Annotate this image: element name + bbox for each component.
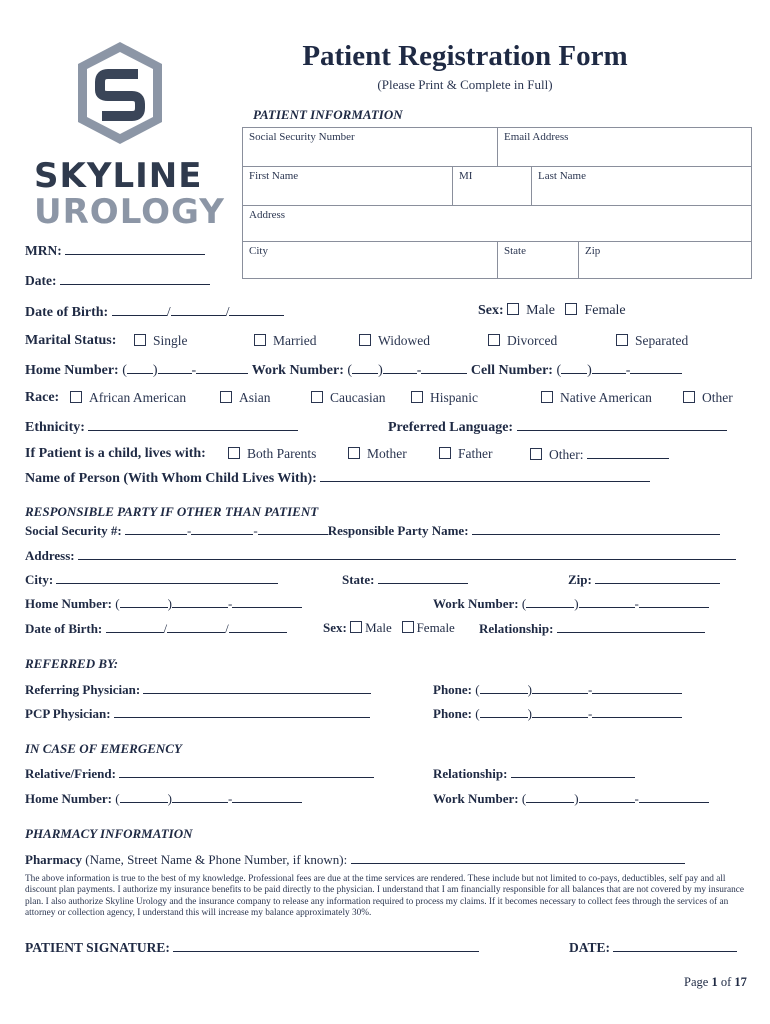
state-field[interactable]: State [497, 241, 579, 279]
form-title: Patient Registration Form [302, 40, 628, 72]
resp-male-checkbox[interactable] [350, 621, 362, 633]
resp-ssn-row[interactable]: Social Security #: - - Responsible Party Name: [25, 522, 720, 539]
resp-home-row[interactable]: Home Number: ( ) - [25, 595, 302, 612]
patient-info-heading: PATIENT INFORMATION [253, 107, 403, 122]
race-caucasian[interactable]: Caucasian [311, 390, 385, 406]
pcp-row[interactable]: PCP Physician: [25, 705, 370, 722]
referring-row[interactable]: Referring Physician: [25, 681, 371, 698]
child-father[interactable]: Father [439, 446, 493, 462]
ssn-field[interactable]: Social Security Number [242, 127, 498, 167]
marital-divorced[interactable]: Divorced [488, 333, 557, 349]
city-field[interactable]: City [242, 241, 498, 279]
race-native-american[interactable]: Native American [541, 390, 652, 406]
first-name-field[interactable]: First Name [242, 166, 453, 206]
resp-city-row[interactable]: City: [25, 571, 278, 588]
form-subtitle: (Please Print & Complete in Full) [377, 77, 553, 92]
race-other[interactable]: Other [683, 390, 733, 406]
resp-sex-row[interactable]: Sex: Male Female [323, 620, 455, 635]
resp-relationship-row[interactable]: Relationship: [479, 620, 705, 637]
ethnicity-row[interactable]: Ethnicity: [25, 418, 298, 436]
phone-row[interactable]: Home Number: ( ) - Work Number: ( ) - Cell Number: ( ) - [25, 361, 682, 379]
emergency-work-row[interactable]: Work Number: ( ) - [433, 790, 709, 807]
child-person-row[interactable]: Name of Person (With Whom Child Lives With): [25, 469, 650, 487]
resp-address-row[interactable]: Address: [25, 547, 736, 564]
race-asian[interactable]: Asian [220, 390, 271, 406]
marital-widowed[interactable]: Widowed [359, 333, 430, 349]
language-row[interactable]: Preferred Language: [388, 418, 727, 436]
relative-row[interactable]: Relative/Friend: [25, 765, 374, 782]
resp-dob-row[interactable]: Date of Birth: / / [25, 620, 287, 637]
marital-label: Marital Status: [25, 333, 117, 348]
emergency-heading: IN CASE OF EMERGENCY [25, 741, 182, 756]
dob-row[interactable]: Date of Birth: / / [25, 303, 284, 321]
male-checkbox[interactable] [507, 303, 519, 315]
resp-female-checkbox[interactable] [402, 621, 414, 633]
child-label: If Patient is a child, lives with: [25, 446, 206, 461]
page-number: Page 1 of 17 [684, 975, 747, 989]
race-label: Race: [25, 390, 60, 405]
date-row[interactable]: Date: [25, 272, 210, 289]
referring-phone-row[interactable]: Phone: ( ) - [433, 681, 682, 698]
responsible-heading: RESPONSIBLE PARTY IF OTHER THAN PATIENT [25, 504, 319, 519]
logo-skyline: SKYLINE [34, 156, 203, 196]
resp-state-row[interactable]: State: [342, 571, 468, 588]
race-african-american[interactable]: African American [70, 390, 186, 406]
referred-heading: REFERRED BY: [25, 656, 119, 671]
pharmacy-row[interactable]: Pharmacy (Name, Street Name & Phone Number, if known): [25, 851, 685, 868]
logo [30, 38, 225, 233]
logo-hexagon-icon [30, 38, 210, 148]
race-hispanic[interactable]: Hispanic [411, 390, 478, 406]
address-field[interactable]: Address [242, 205, 752, 242]
child-both-parents[interactable]: Both Parents [228, 446, 316, 462]
mi-field[interactable]: MI [452, 166, 532, 206]
zip-field[interactable]: Zip [578, 241, 752, 279]
email-field[interactable]: Email Address [497, 127, 752, 167]
marital-married[interactable]: Married [254, 333, 316, 349]
mrn-row[interactable]: MRN: [25, 242, 205, 259]
female-checkbox[interactable] [565, 303, 577, 315]
child-mother[interactable]: Mother [348, 446, 407, 462]
resp-work-row[interactable]: Work Number: ( ) - [433, 595, 709, 612]
sex-row[interactable]: Sex: Male Female [478, 303, 626, 318]
signature-date-row[interactable]: DATE: [569, 939, 737, 956]
logo-urology: UROLOGY [34, 192, 225, 232]
resp-zip-row[interactable]: Zip: [568, 571, 720, 588]
pcp-phone-row[interactable]: Phone: ( ) - [433, 705, 682, 722]
last-name-field[interactable]: Last Name [531, 166, 752, 206]
emergency-relationship-row[interactable]: Relationship: [433, 765, 635, 782]
pharmacy-heading: PHARMACY INFORMATION [25, 826, 193, 841]
signature-row[interactable]: PATIENT SIGNATURE: [25, 939, 479, 956]
emergency-home-row[interactable]: Home Number: ( ) - [25, 790, 302, 807]
child-other[interactable]: Other: [530, 446, 669, 463]
marital-separated[interactable]: Separated [616, 333, 688, 349]
disclaimer-text: The above information is true to the best of my knowledge. Professional fees are due at the time services are rendered. These include but not limited to co-pays, deductibles, self pay and all discount plan payments. I authorize my insurance benefits to be paid directly to the physician. I understand that I am financially responsible for all balances that are not covered by my insurance plan. I also authorize Skyline Urology and the insurance company to release any information required to process my claims. If it becomes necessary to collect fees through the services of an attorney or collection agency, I understand this will increase my balance approximately 30%. [25, 874, 744, 919]
marital-single[interactable]: Single [134, 333, 188, 349]
